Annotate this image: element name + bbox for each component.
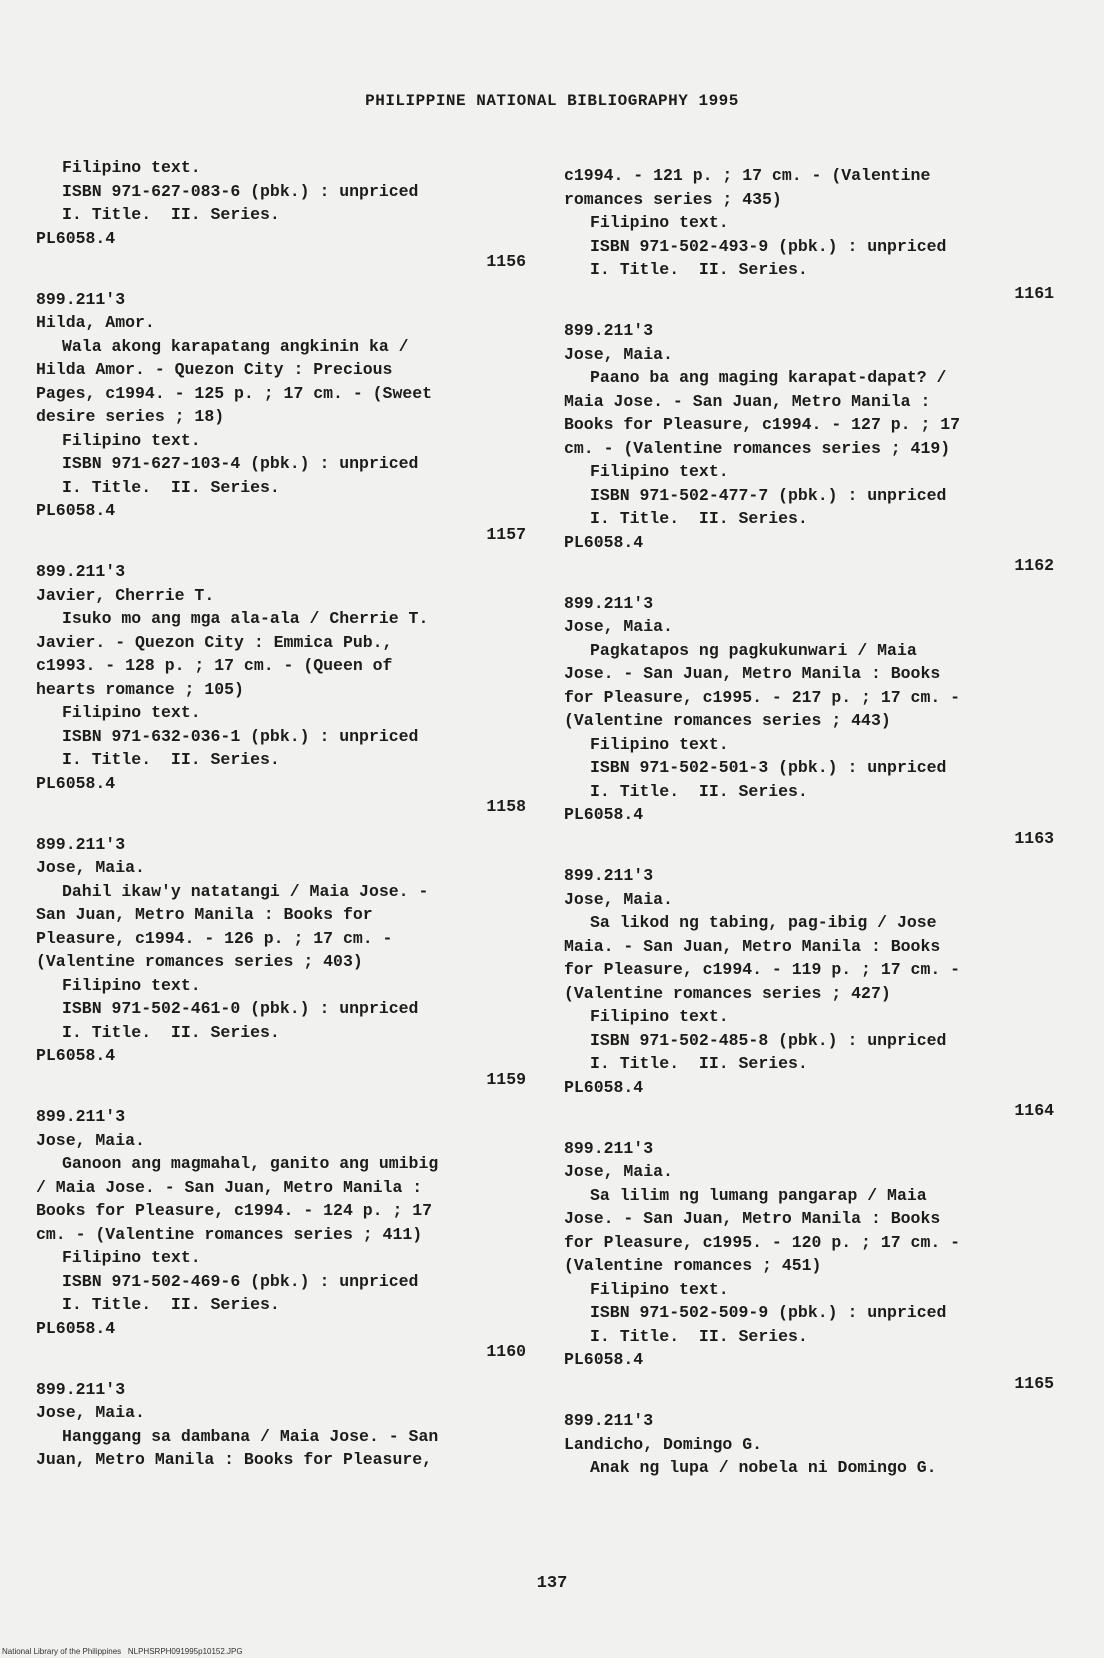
entry-line: (Valentine romances series ; 427) [564, 983, 891, 1003]
entry-line: romances series ; 435) [564, 189, 782, 209]
entry-line: Jose, Maia. [36, 1130, 145, 1150]
entry-line: Javier, Cherrie T. [36, 585, 215, 605]
entry-line: Isuko mo ang mga ala-ala / Cherrie T. [62, 609, 429, 628]
bibliographic-entry [564, 1137, 1054, 1396]
bibliographic-entry [36, 1105, 526, 1364]
entry-number: 1164 [1014, 1101, 1054, 1120]
entry-line: ISBN 971-502-461-0 (pbk.) : unpriced [62, 999, 419, 1018]
entry-line: ISBN 971-502-501-3 (pbk.) : unpriced [590, 758, 947, 777]
entry-line: Filipino text. [62, 430, 201, 450]
entry-line: / Maia Jose. - San Juan, Metro Manila : [36, 1177, 423, 1197]
entry-line: ISBN 971-502-485-8 (pbk.) : unpriced [590, 1030, 947, 1050]
entry-line: desire series ; 18) [36, 407, 225, 426]
entry-line: PL6058.4 [36, 773, 116, 793]
entry-line: Juan, Metro Manila : Books for Pleasure, [36, 1450, 433, 1469]
entry-line: Maia. - San Juan, Metro Manila : Books [564, 936, 941, 956]
entry-line: Filipino text. [590, 462, 729, 481]
entry-line: Filipino text. [62, 975, 201, 995]
entry-number: 1158 [486, 797, 526, 816]
entry-line: 899.211'3 [36, 1379, 126, 1399]
entry-line: PL6058.4 [564, 1077, 644, 1097]
entry-line: I. Title. II. Series. [590, 1326, 808, 1346]
bibliographic-entry [564, 592, 1054, 851]
entry-line: Jose, Maia. [564, 617, 673, 636]
bibliographic-entry [564, 319, 1054, 578]
entry-line: I. Title. II. Series. [590, 260, 808, 279]
entry-line: Landicho, Domingo G. [564, 1434, 763, 1454]
footer-file: NLPHSRPH091995p10152.JPG [127, 1647, 243, 1656]
left-column [36, 156, 526, 1472]
entry-line: 899.211'3 [36, 562, 126, 581]
entry-line: Wala akong karapatang angkinin ka / [62, 336, 409, 356]
entry-line: 899.211'3 [564, 321, 654, 340]
bibliographic-entry [36, 1378, 526, 1472]
entry-line: (Valentine romances series ; 443) [564, 711, 891, 730]
entry-line: Jose. - San Juan, Metro Manila : Books [564, 664, 941, 683]
entry-line: PL6058.4 [36, 1046, 116, 1065]
bibliographic-entry [36, 288, 526, 547]
bibliographic-entry [564, 1409, 1054, 1480]
entry-line: I. Title. II. Series. [62, 205, 280, 224]
entry-line: Paano ba ang maging karapat-dapat? / [590, 368, 947, 387]
entry-line: Pagkatapos ng pagkukunwari / Maia [590, 640, 917, 660]
entry-line: Filipino text. [590, 734, 729, 754]
entry-line: I. Title. II. Series. [62, 1022, 280, 1042]
entry-line: Javier. - Quezon City : Emmica Pub., [36, 632, 393, 652]
bibliographic-entry [36, 156, 526, 274]
bibliographic-entry [564, 864, 1054, 1123]
entry-line: ISBN 971-502-477-7 (pbk.) : unpriced [590, 485, 947, 505]
entry-number: 1159 [486, 1069, 526, 1089]
entry-line: PL6058.4 [564, 1350, 644, 1369]
entry-line: Jose, Maia. [36, 1403, 145, 1422]
entry-number: 1161 [1014, 283, 1054, 303]
entry-line: 899.211'3 [36, 834, 126, 854]
bibliographic-entry [36, 560, 526, 819]
entry-line: I. Title. II. Series. [590, 781, 808, 801]
page-number: 137 [536, 1574, 568, 1593]
entry-line: ISBN 971-502-469-6 (pbk.) : unpriced [62, 1271, 419, 1291]
entry-line: Filipino text. [590, 213, 729, 232]
entry-line: for Pleasure, c1995. - 217 p. ; 17 cm. - [564, 687, 961, 707]
entry-number: 1157 [486, 524, 526, 544]
entry-line: I. Title. II. Series. [590, 1054, 808, 1073]
entry-number: 1165 [1014, 1373, 1054, 1393]
entry-line: cm. - (Valentine romances series ; 411) [36, 1224, 423, 1244]
entry-line: Jose, Maia. [564, 1162, 673, 1181]
entry-line: ISBN 971-627-083-6 (pbk.) : unpriced [62, 181, 419, 201]
entry-line: Filipino text. [62, 1248, 201, 1267]
entry-line: Maia Jose. - San Juan, Metro Manila : [564, 391, 931, 411]
bibliographic-entry [36, 833, 526, 1092]
entry-line: for Pleasure, c1995. - 120 p. ; 17 cm. - [564, 1232, 961, 1252]
entry-line: ISBN 971-502-509-9 (pbk.) : unpriced [590, 1303, 947, 1322]
entry-line: I. Title. II. Series. [62, 750, 280, 769]
entry-line: Dahil ikaw'y natatangi / Maia Jose. - [62, 881, 429, 901]
entry-line: Hanggang sa dambana / Maia Jose. - San [62, 1426, 439, 1446]
entry-line: San Juan, Metro Manila : Books for [36, 905, 373, 924]
entry-line: Jose, Maia. [36, 858, 145, 877]
entry-line: Pages, c1994. - 125 p. ; 17 cm. - (Sweet [36, 383, 433, 403]
entry-line: Anak ng lupa / nobela ni Domingo G. [590, 1458, 937, 1477]
entry-line: Jose, Maia. [564, 889, 673, 909]
entry-line: PL6058.4 [36, 1318, 116, 1338]
entry-line: Ganoon ang magmahal, ganito ang umibig [62, 1154, 439, 1173]
entry-line: 899.211'3 [564, 593, 654, 613]
entry-line: Jose, Maia. [564, 344, 673, 364]
entry-line: ISBN 971-627-103-4 (pbk.) : unpriced [62, 454, 419, 473]
entry-line: PL6058.4 [36, 501, 116, 520]
entry-line: Filipino text. [590, 1007, 729, 1026]
entry-line: c1993. - 128 p. ; 17 cm. - (Queen of [36, 656, 393, 675]
entry-line: 899.211'3 [36, 1107, 126, 1126]
entry-line: I. Title. II. Series. [62, 1295, 280, 1314]
entry-line: 899.211'3 [36, 289, 126, 309]
entry-line: PL6058.4 [36, 228, 116, 248]
bibliographic-entry [564, 164, 1054, 305]
footer-library: National Library of the Philippines [2, 1647, 122, 1656]
entry-line: Pleasure, c1994. - 126 p. ; 17 cm. - [36, 928, 393, 948]
entry-line: for Pleasure, c1994. - 119 p. ; 17 cm. - [564, 960, 961, 979]
entry-number: 1163 [1014, 828, 1054, 848]
entry-line: 899.211'3 [564, 1138, 654, 1158]
entry-line: (Valentine romances series ; 403) [36, 952, 363, 971]
entry-line: hearts romance ; 105) [36, 679, 244, 699]
entry-line: I. Title. II. Series. [590, 509, 808, 528]
entry-line: Books for Pleasure, c1994. - 124 p. ; 17 [36, 1201, 433, 1220]
entry-line: PL6058.4 [564, 532, 644, 552]
entry-line: PL6058.4 [564, 805, 644, 824]
entry-number: 1160 [486, 1342, 526, 1361]
entry-number: 1156 [486, 252, 526, 271]
page-title: PHILIPPINE NATIONAL BIBLIOGRAPHY 1995 [365, 92, 739, 110]
entry-line: I. Title. II. Series. [62, 477, 280, 497]
scan-footer [2, 1647, 243, 1656]
entry-line: Jose. - San Juan, Metro Manila : Books [564, 1209, 941, 1228]
entry-line: Filipino text. [62, 158, 201, 177]
entry-line: c1994. - 121 p. ; 17 cm. - (Valentine [564, 166, 931, 185]
entry-line: Sa lilim ng lumang pangarap / Maia [590, 1185, 927, 1205]
entry-line: Hilda Amor. - Quezon City : Precious [36, 360, 393, 379]
entry-line: 899.211'3 [564, 866, 654, 885]
entry-line: Books for Pleasure, c1994. - 127 p. ; 17 [564, 415, 961, 434]
entry-line: (Valentine romances ; 451) [564, 1256, 822, 1275]
entry-line: Hilda, Amor. [36, 313, 155, 332]
entry-line: Filipino text. [62, 703, 201, 722]
entry-line: cm. - (Valentine romances series ; 419) [564, 438, 951, 458]
entry-line: ISBN 971-632-036-1 (pbk.) : unpriced [62, 726, 419, 746]
entry-line: ISBN 971-502-493-9 (pbk.) : unpriced [590, 236, 947, 256]
entry-line: 899.211'3 [564, 1411, 654, 1430]
right-column [564, 164, 1054, 1480]
entry-number: 1162 [1014, 556, 1054, 575]
entry-line: Filipino text. [590, 1279, 729, 1299]
entry-line: Sa likod ng tabing, pag-ibig / Jose [590, 913, 937, 932]
